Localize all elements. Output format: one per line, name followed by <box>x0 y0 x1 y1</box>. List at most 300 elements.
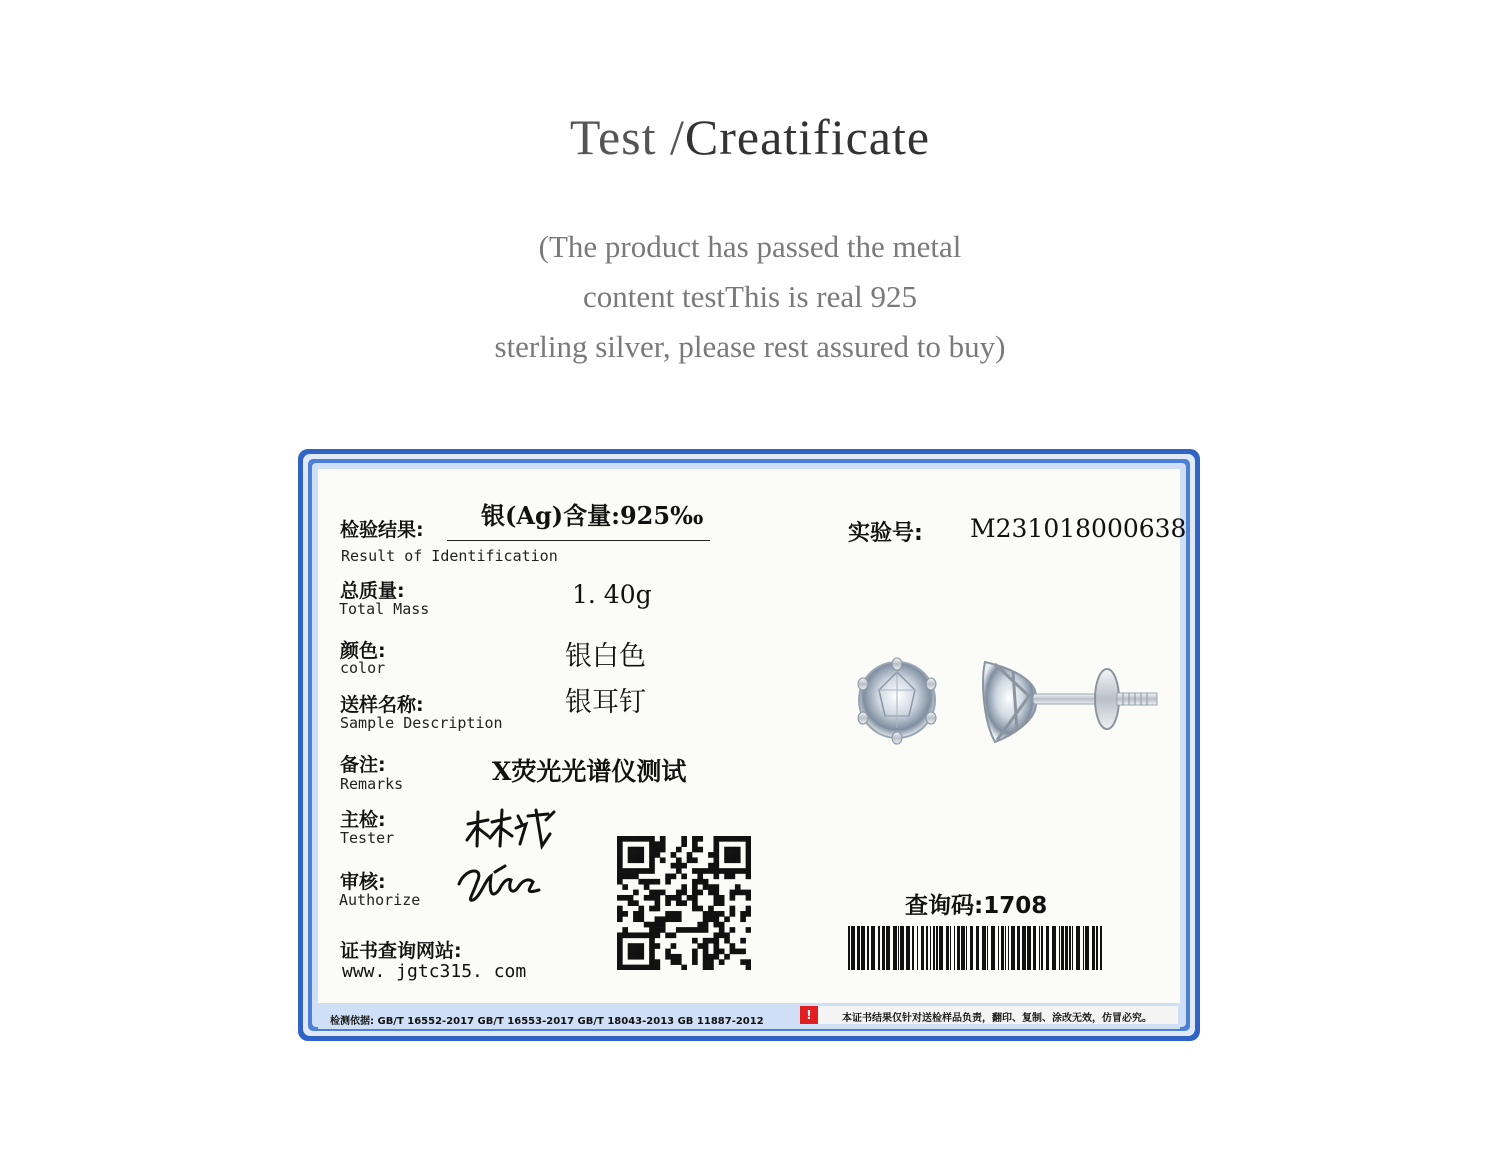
qr-module <box>746 895 751 901</box>
qr-module <box>655 932 661 938</box>
qr-module <box>665 932 671 938</box>
result-label-cn: 检验结果: <box>340 519 424 541</box>
qr-module <box>638 954 644 960</box>
qr-module <box>655 927 661 933</box>
qr-module <box>724 938 730 944</box>
qr-module <box>724 857 730 863</box>
tester-signature <box>462 806 557 850</box>
qr-module <box>730 847 736 853</box>
qr-module <box>746 868 751 874</box>
qr-module <box>655 965 661 970</box>
qr-module <box>617 906 623 912</box>
qr-module <box>697 868 703 874</box>
barcode-bar <box>1083 926 1084 970</box>
qr-module <box>622 884 628 890</box>
qr-module <box>708 911 714 917</box>
qr-module <box>655 916 661 922</box>
barcode-bar <box>861 926 865 970</box>
qr-module <box>628 949 634 955</box>
barcode-bar <box>1061 926 1064 970</box>
qr-module <box>730 852 736 858</box>
qr-module <box>649 841 655 847</box>
qr-module <box>622 895 628 901</box>
qr-module <box>681 884 687 890</box>
qr-module <box>676 863 682 869</box>
qr-module <box>633 890 639 896</box>
remarks-label-en: Remarks <box>340 775 404 793</box>
qr-module <box>713 852 719 858</box>
qr-module <box>692 906 698 912</box>
qr-module <box>617 916 623 922</box>
barcode-bar <box>991 926 995 970</box>
color-label-cn: 颜色: <box>340 640 386 662</box>
test-basis: 检测依据: GB/T 16552-2017 GB/T 16553-2017 GB/T 18043-2013 GB 11887-2012 <box>330 1016 764 1027</box>
qr-module <box>638 911 644 917</box>
qr-module <box>617 949 623 955</box>
qr-module <box>638 836 644 842</box>
qr-module <box>703 949 709 955</box>
qr-module <box>746 965 751 970</box>
qr-module <box>692 927 698 933</box>
qr-module <box>638 868 644 874</box>
qr-module <box>740 959 746 965</box>
qr-module <box>617 874 623 880</box>
authorize-signature <box>455 860 545 906</box>
qr-module <box>692 841 698 847</box>
authorize-label-cn: 审核: <box>340 871 386 893</box>
qr-module <box>633 874 639 880</box>
mass-value: 1. 40g <box>572 580 652 609</box>
qr-module <box>708 884 714 890</box>
qr-module <box>633 868 639 874</box>
qr-module <box>713 836 719 842</box>
qr-module <box>708 916 714 922</box>
qr-module <box>687 927 693 933</box>
qr-module <box>655 890 661 896</box>
qr-module <box>649 938 655 944</box>
barcode-bar <box>921 926 924 970</box>
barcode-bar <box>871 926 875 970</box>
qr-module <box>730 874 736 880</box>
subtitle-line-2: content testThis is real 925 <box>582 279 918 314</box>
lab-number: M231018000638 <box>970 514 1187 543</box>
qr-module <box>692 884 698 890</box>
qr-module <box>665 874 671 880</box>
qr-module <box>628 836 634 842</box>
qr-module <box>660 841 666 847</box>
qr-module <box>638 932 644 938</box>
qr-module <box>730 927 736 933</box>
qr-module <box>655 922 661 928</box>
qr-module <box>649 922 655 928</box>
qr-module <box>697 927 703 933</box>
qr-module <box>735 847 741 853</box>
qr-module <box>649 959 655 965</box>
qr-module <box>708 938 714 944</box>
qr-module <box>724 874 730 880</box>
qr-module <box>708 868 714 874</box>
qr-module <box>697 874 703 880</box>
subtitle <box>0 222 1500 372</box>
qr-module <box>708 863 714 869</box>
barcode-bar <box>1046 926 1049 970</box>
qr-module <box>649 857 655 863</box>
qr-module <box>708 959 714 965</box>
qr-module <box>665 916 671 922</box>
qr-module <box>617 959 623 965</box>
qr-module <box>617 857 623 863</box>
qr-module <box>671 874 677 880</box>
qr-module <box>719 911 725 917</box>
qr-module <box>713 954 719 960</box>
qr-module <box>740 890 746 896</box>
lab-number-label: 实验号: <box>848 521 923 546</box>
qr-module <box>697 906 703 912</box>
qr-module <box>692 857 698 863</box>
barcode-bar <box>1022 926 1026 970</box>
qr-module <box>676 927 682 933</box>
qr-module <box>746 863 751 869</box>
qr-module <box>655 852 661 858</box>
qr-module <box>746 874 751 880</box>
qr-module <box>676 895 682 901</box>
qr-module <box>703 922 709 928</box>
barcode-bar <box>946 926 949 970</box>
qr-module <box>692 890 698 896</box>
qr-module <box>622 911 628 917</box>
qr-module <box>681 841 687 847</box>
qr-module <box>649 932 655 938</box>
qr-module <box>708 965 714 970</box>
qr-module <box>703 927 709 933</box>
mass-label-en: Total Mass <box>339 600 430 618</box>
qr-module <box>660 836 666 842</box>
qr-module <box>719 949 725 955</box>
qr-module <box>644 895 650 901</box>
qr-module <box>665 895 671 901</box>
qr-module <box>644 836 650 842</box>
qr-module <box>676 911 682 917</box>
qr-module <box>622 874 628 880</box>
qr-module <box>644 965 650 970</box>
color-label-en: color <box>340 659 386 677</box>
qr-module <box>713 932 719 938</box>
barcode-bar <box>893 926 897 970</box>
qr-module <box>708 890 714 896</box>
warning-icon: ! <box>800 1006 818 1024</box>
qr-module <box>655 943 661 949</box>
qr-module <box>719 922 725 928</box>
qr-module <box>649 852 655 858</box>
qr-module <box>730 911 736 917</box>
qr-module <box>692 836 698 842</box>
qr-code[interactable] <box>617 836 751 970</box>
qr-module <box>681 965 687 970</box>
qr-module <box>649 965 655 970</box>
qr-module <box>638 916 644 922</box>
query-code: 查询码:1708 <box>905 893 1048 919</box>
qr-module <box>644 932 650 938</box>
qr-module <box>638 847 644 853</box>
qr-module <box>730 836 736 842</box>
qr-module <box>746 841 751 847</box>
result-label-en: Result of Identification <box>341 547 558 565</box>
qr-module <box>633 916 639 922</box>
qr-module <box>735 836 741 842</box>
qr-module <box>703 911 709 917</box>
qr-module <box>724 932 730 938</box>
qr-module <box>633 900 639 906</box>
sample-label-en: Sample Description <box>340 714 503 732</box>
authorize-label-en: Authorize <box>339 891 421 909</box>
qr-module <box>638 906 644 912</box>
qr-module <box>735 884 741 890</box>
qr-module <box>703 916 709 922</box>
qr-module <box>644 884 650 890</box>
qr-module <box>713 900 719 906</box>
barcode-bar <box>1041 926 1043 970</box>
qr-module <box>617 943 623 949</box>
qr-module <box>724 916 730 922</box>
qr-module <box>746 836 751 842</box>
barcode-bar <box>933 926 935 970</box>
qr-module <box>633 954 639 960</box>
barcode-bar <box>1085 926 1089 970</box>
barcode-bar <box>1011 926 1015 970</box>
qr-module <box>649 847 655 853</box>
qr-module <box>628 852 634 858</box>
qr-module <box>617 911 623 917</box>
qr-module <box>713 949 719 955</box>
barcode-bar <box>1096 926 1098 970</box>
qr-module <box>649 863 655 869</box>
sample-value: 银耳钉 <box>565 687 646 718</box>
barcode-bar <box>917 926 918 970</box>
title-part-1: Test / <box>569 109 685 165</box>
qr-module <box>649 906 655 912</box>
qr-module <box>633 857 639 863</box>
qr-module <box>628 932 634 938</box>
qr-module <box>746 927 751 933</box>
qr-module <box>617 847 623 853</box>
result-underline <box>447 540 710 541</box>
qr-module <box>681 863 687 869</box>
qr-module <box>740 916 746 922</box>
qr-module <box>713 863 719 869</box>
qr-module <box>655 847 661 853</box>
qr-module <box>660 916 666 922</box>
barcode-bar <box>961 926 965 970</box>
earring-image <box>845 650 1165 760</box>
qr-module <box>697 943 703 949</box>
qr-module <box>628 868 634 874</box>
barcode-bar <box>1072 926 1073 970</box>
barcode-bar <box>898 926 899 970</box>
qr-module <box>676 900 682 906</box>
qr-module <box>719 927 725 933</box>
barcode-bar <box>926 926 928 970</box>
qr-module <box>713 943 719 949</box>
color-value: 银白色 <box>565 641 646 672</box>
qr-module <box>687 895 693 901</box>
qr-module <box>628 954 634 960</box>
title-part-2: Creatificate <box>684 109 931 165</box>
qr-module <box>719 900 725 906</box>
qr-module <box>638 879 644 885</box>
qr-module <box>740 911 746 917</box>
qr-module <box>676 857 682 863</box>
qr-module <box>622 868 628 874</box>
qr-module <box>671 959 677 965</box>
qr-module <box>633 943 639 949</box>
website-value: www. jgtc315. com <box>342 961 527 982</box>
qr-module <box>687 852 693 858</box>
qr-module <box>622 836 628 842</box>
qr-module <box>692 847 698 853</box>
qr-module <box>633 911 639 917</box>
qr-module <box>713 922 719 928</box>
qr-module <box>617 965 623 970</box>
qr-module <box>713 890 719 896</box>
qr-module <box>740 938 746 944</box>
qr-module <box>676 916 682 922</box>
qr-module <box>708 906 714 912</box>
barcode-bar <box>982 926 986 970</box>
qr-module <box>703 938 709 944</box>
qr-module <box>638 852 644 858</box>
qr-module <box>697 836 703 842</box>
qr-module <box>649 836 655 842</box>
qr-module <box>660 927 666 933</box>
qr-module <box>692 954 698 960</box>
qr-module <box>719 895 725 901</box>
qr-module <box>746 890 751 896</box>
qr-module <box>713 895 719 901</box>
qr-module <box>617 954 623 960</box>
qr-module <box>671 863 677 869</box>
barcode-bar <box>1008 926 1009 970</box>
qr-module <box>660 922 666 928</box>
barcode-bar <box>950 926 951 970</box>
qr-module <box>713 847 719 853</box>
qr-module <box>730 895 736 901</box>
barcode-bar <box>966 926 967 970</box>
barcode-bar <box>936 926 938 970</box>
qr-module <box>665 949 671 955</box>
barcode-bar <box>1059 926 1060 970</box>
barcode-bar <box>882 926 885 970</box>
qr-module <box>730 890 736 896</box>
qr-module <box>692 879 698 885</box>
qr-module <box>703 884 709 890</box>
qr-module <box>719 836 725 842</box>
qr-module <box>687 857 693 863</box>
remarks-value: X荧光光谱仪测试 <box>492 757 687 786</box>
tester-label-cn: 主检: <box>340 809 386 831</box>
barcode-bar <box>848 926 850 970</box>
qr-module <box>713 868 719 874</box>
qr-module <box>746 852 751 858</box>
qr-module <box>671 954 677 960</box>
qr-module <box>638 965 644 970</box>
qr-module <box>638 943 644 949</box>
qr-module <box>724 847 730 853</box>
qr-module <box>703 879 709 885</box>
qr-module <box>746 857 751 863</box>
barcode-bar <box>1100 926 1102 970</box>
qr-module <box>660 847 666 853</box>
barcode-bar <box>906 926 910 970</box>
qr-module <box>655 900 661 906</box>
barcode-bar <box>1017 926 1020 970</box>
qr-module <box>671 895 677 901</box>
qr-module <box>692 895 698 901</box>
qr-module <box>671 943 677 949</box>
qr-module <box>649 868 655 874</box>
qr-module <box>681 836 687 842</box>
qr-module <box>660 857 666 863</box>
qr-module <box>628 857 634 863</box>
qr-module <box>655 895 661 901</box>
tester-label-en: Tester <box>340 829 395 847</box>
qr-module <box>617 879 623 885</box>
barcode <box>848 926 1106 970</box>
qr-module <box>681 890 687 896</box>
qr-module <box>676 954 682 960</box>
page-title <box>0 108 1500 166</box>
qr-module <box>719 868 725 874</box>
barcode-bar <box>900 926 904 970</box>
qr-module <box>697 890 703 896</box>
qr-module <box>703 943 709 949</box>
barcode-bar <box>930 926 931 970</box>
qr-module <box>730 857 736 863</box>
qr-module <box>703 868 709 874</box>
qr-module <box>665 954 671 960</box>
qr-module <box>617 895 623 901</box>
barcode-bar <box>1065 926 1068 970</box>
website-label-cn: 证书查询网站: <box>340 940 462 962</box>
qr-module <box>628 847 634 853</box>
qr-module <box>617 852 623 858</box>
qr-module <box>617 868 623 874</box>
qr-module <box>697 922 703 928</box>
qr-module <box>671 932 677 938</box>
barcode-bar <box>987 926 988 970</box>
qr-module <box>692 938 698 944</box>
qr-module <box>724 868 730 874</box>
qr-module <box>730 868 736 874</box>
qr-module <box>713 857 719 863</box>
qr-module <box>719 932 725 938</box>
subtitle-line-1: (The product has passed the metal <box>538 229 962 264</box>
qr-module <box>676 959 682 965</box>
barcode-bar <box>998 926 999 970</box>
qr-module <box>724 836 730 842</box>
qr-module <box>628 895 634 901</box>
qr-module <box>730 943 736 949</box>
barcode-bar <box>878 926 880 970</box>
qr-module <box>735 949 741 955</box>
qr-module <box>649 890 655 896</box>
qr-module <box>617 938 623 944</box>
qr-module <box>735 868 741 874</box>
qr-module <box>735 852 741 858</box>
barcode-bar <box>939 926 943 970</box>
qr-module <box>697 879 703 885</box>
barcode-bar <box>1069 926 1071 970</box>
qr-module <box>703 965 709 970</box>
